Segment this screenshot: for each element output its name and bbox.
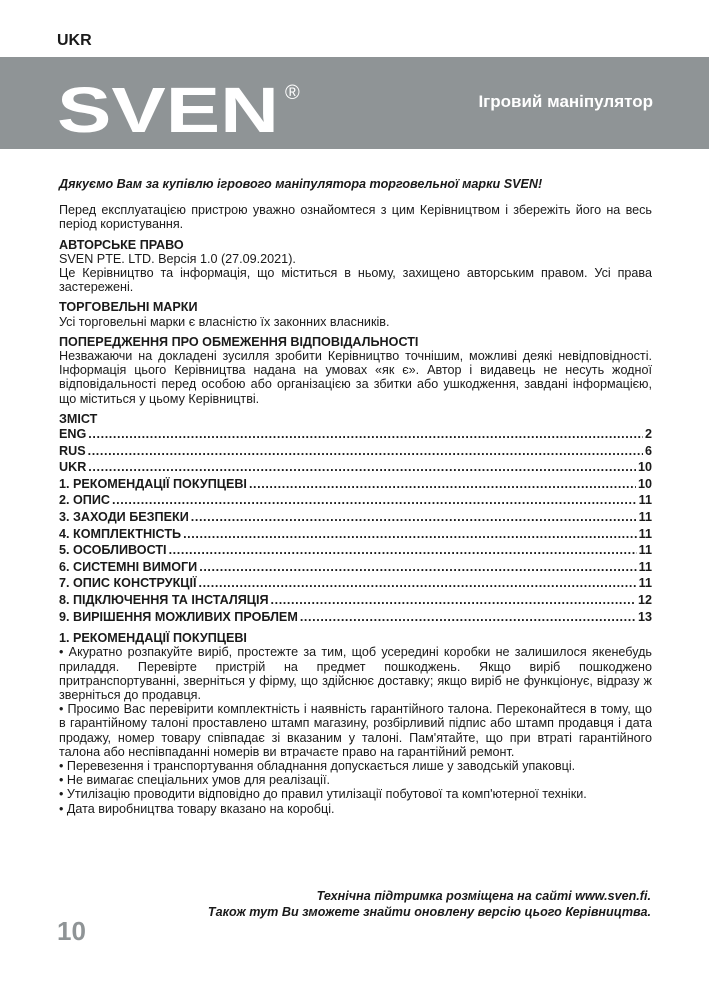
sven-logo [55, 77, 305, 137]
section-title: АВТОРСЬКЕ ПРАВО [59, 237, 184, 252]
toc-item-page: 2 [644, 427, 652, 442]
toc-item[interactable] [59, 426, 652, 443]
support-note [208, 888, 651, 920]
header-banner [0, 57, 709, 149]
toc-item[interactable] [59, 492, 652, 509]
toc-item-page: 11 [638, 543, 652, 558]
bullet-item: • Утилізацію проводити відповідно до правил утилізації побутової та комп'ютерної техніки. [59, 787, 587, 802]
toc-item[interactable] [59, 609, 652, 626]
toc-item-page: 11 [638, 576, 652, 591]
toc-item-page: 11 [638, 510, 652, 525]
toc-item[interactable] [59, 559, 652, 576]
toc-item-label: 7. ОПИС КОНСТРУКЦІЇ [59, 576, 197, 591]
product-title: Ігровий маніпулятор [478, 92, 653, 111]
table-of-contents [59, 412, 652, 625]
section-title: 1. РЕКОМЕНДАЦІЇ ПОКУПЦЕВІ [59, 631, 247, 646]
toc-item[interactable] [59, 575, 652, 592]
bullet-item: • Просимо Вас перевірити комплектність і наявність гарантійного талона. Переконайтеся в тому, що в гарантійному талоні проставлено штамп магазину, розбірливий підпис або штамп продавця і дата продажу, номер товару співпадає зі вказаним у талоні. Пам'ятайте, що при втраті гарантійного талона або неспівпаданні номерів ви втрачаєте право на гарантійний ремонт. [59, 702, 652, 759]
toc-item-label: 9. ВИРІШЕННЯ МОЖЛИВИХ ПРОБЛЕМ [59, 609, 298, 624]
trademarks-section [59, 300, 652, 328]
bullet-item: • Дата виробництва товару вказано на коробці. [59, 801, 335, 816]
toc-item-page: 10 [637, 476, 652, 491]
toc-item[interactable] [59, 443, 652, 460]
toc-item-label: 1. РЕКОМЕНДАЦІЇ ПОКУПЦЕВІ [59, 476, 247, 491]
svg-text:SVEN: SVEN [57, 77, 279, 137]
toc-item-label: 2. ОПИС [59, 493, 110, 508]
disclaimer-section [59, 335, 652, 406]
toc-item-page: 13 [637, 609, 652, 624]
toc-item-label: 6. СИСТЕМНІ ВИМОГИ [59, 559, 198, 574]
bullet-item: • Акуратно розпакуйте виріб, простежте за тим, щоб усередині коробки не залишилося якенебудь приладдя. Перевірте пристрій на предмет пошкоджень. Якщо виріб пошкоджено притранспортуванні, зверніться у фірму, що здійснює доставку; якщо виріб не функціонує, відразу ж зверніться до продавця. [59, 645, 652, 702]
toc-item-page: 10 [637, 460, 652, 475]
toc-item[interactable] [59, 476, 652, 493]
toc-title: ЗМІСТ [59, 411, 98, 426]
svg-text:®: ® [285, 82, 300, 104]
support-line: Також тут Ви зможете знайти оновлену версію цього Керівництва. [207, 905, 651, 919]
support-line: Технічна підтримка розміщена на сайті www.sven.fi. [316, 889, 651, 903]
toc-item-label: 8. ПІДКЛЮЧЕННЯ ТА ІНСТАЛЯЦІЯ [59, 592, 269, 607]
toc-item-page: 11 [638, 559, 652, 574]
recommendations-section [59, 631, 652, 816]
toc-item[interactable] [59, 509, 652, 526]
thanks-text: Дякуємо Вам за купівлю ігрового маніпулятора торговельної марки SVEN! [59, 177, 543, 191]
toc-item-label: 5. ОСОБЛИВОСТІ [59, 543, 167, 558]
section-title: ТОРГОВЕЛЬНІ МАРКИ [59, 300, 198, 315]
copyright-version: SVEN PTE. LTD. Версія 1.0 (27.09.2021). [59, 251, 296, 266]
toc-item-page: 11 [638, 526, 652, 541]
read-first-text: Перед експлуатацією пристрою уважно ознайомтеся з цим Керівництвом і збережіть його на весь період користування. [59, 203, 652, 232]
toc-item[interactable] [59, 459, 652, 476]
copyright-section [59, 238, 652, 295]
trademarks-text: Усі торговельні марки є власністю їх законних власників. [59, 314, 390, 329]
toc-item[interactable] [59, 592, 652, 609]
toc-item-label: 3. ЗАХОДИ БЕЗПЕКИ [59, 510, 189, 525]
language-code: UKR [57, 32, 92, 49]
copyright-text: Це Керівництво та інформація, що міститься в ньому, захищено авторським правом. Усі права застережені. [59, 266, 652, 295]
toc-item-label: 4. КОМПЛЕКТНІСТЬ [59, 526, 182, 541]
toc-item-page: 11 [638, 493, 652, 508]
toc-item-page: 12 [637, 592, 652, 607]
bullet-item: • Перевезення і транспортування обладнання допускається лише у заводській упаковці. [59, 759, 576, 773]
toc-item-label: RUS [59, 443, 86, 458]
disclaimer-text: Незважаючи на докладені зусилля зробити Керівництво точнішим, можливі деякі невідповідності. Інформація цього Керівництва надана на умовах «як є». Автор і видавець не несуть жодної відповідальності перед особою або організацією за збитки або ушкодження, завдані інформацією, що міститься у цьому Керівництві. [59, 349, 652, 406]
toc-item-label: UKR [59, 460, 87, 475]
toc-item[interactable] [59, 526, 652, 543]
bullet-item: • Не вимагає спеціальних умов для реалізації. [59, 773, 330, 788]
toc-item-label: ENG [59, 427, 87, 442]
toc-item[interactable] [59, 542, 652, 559]
toc-item-page: 6 [644, 443, 652, 458]
page-number: 10 [57, 916, 86, 946]
section-title: ПОПЕРЕДЖЕННЯ ПРО ОБМЕЖЕННЯ ВІДПОВІДАЛЬНОСТІ [59, 334, 419, 349]
manual-content [59, 177, 652, 816]
